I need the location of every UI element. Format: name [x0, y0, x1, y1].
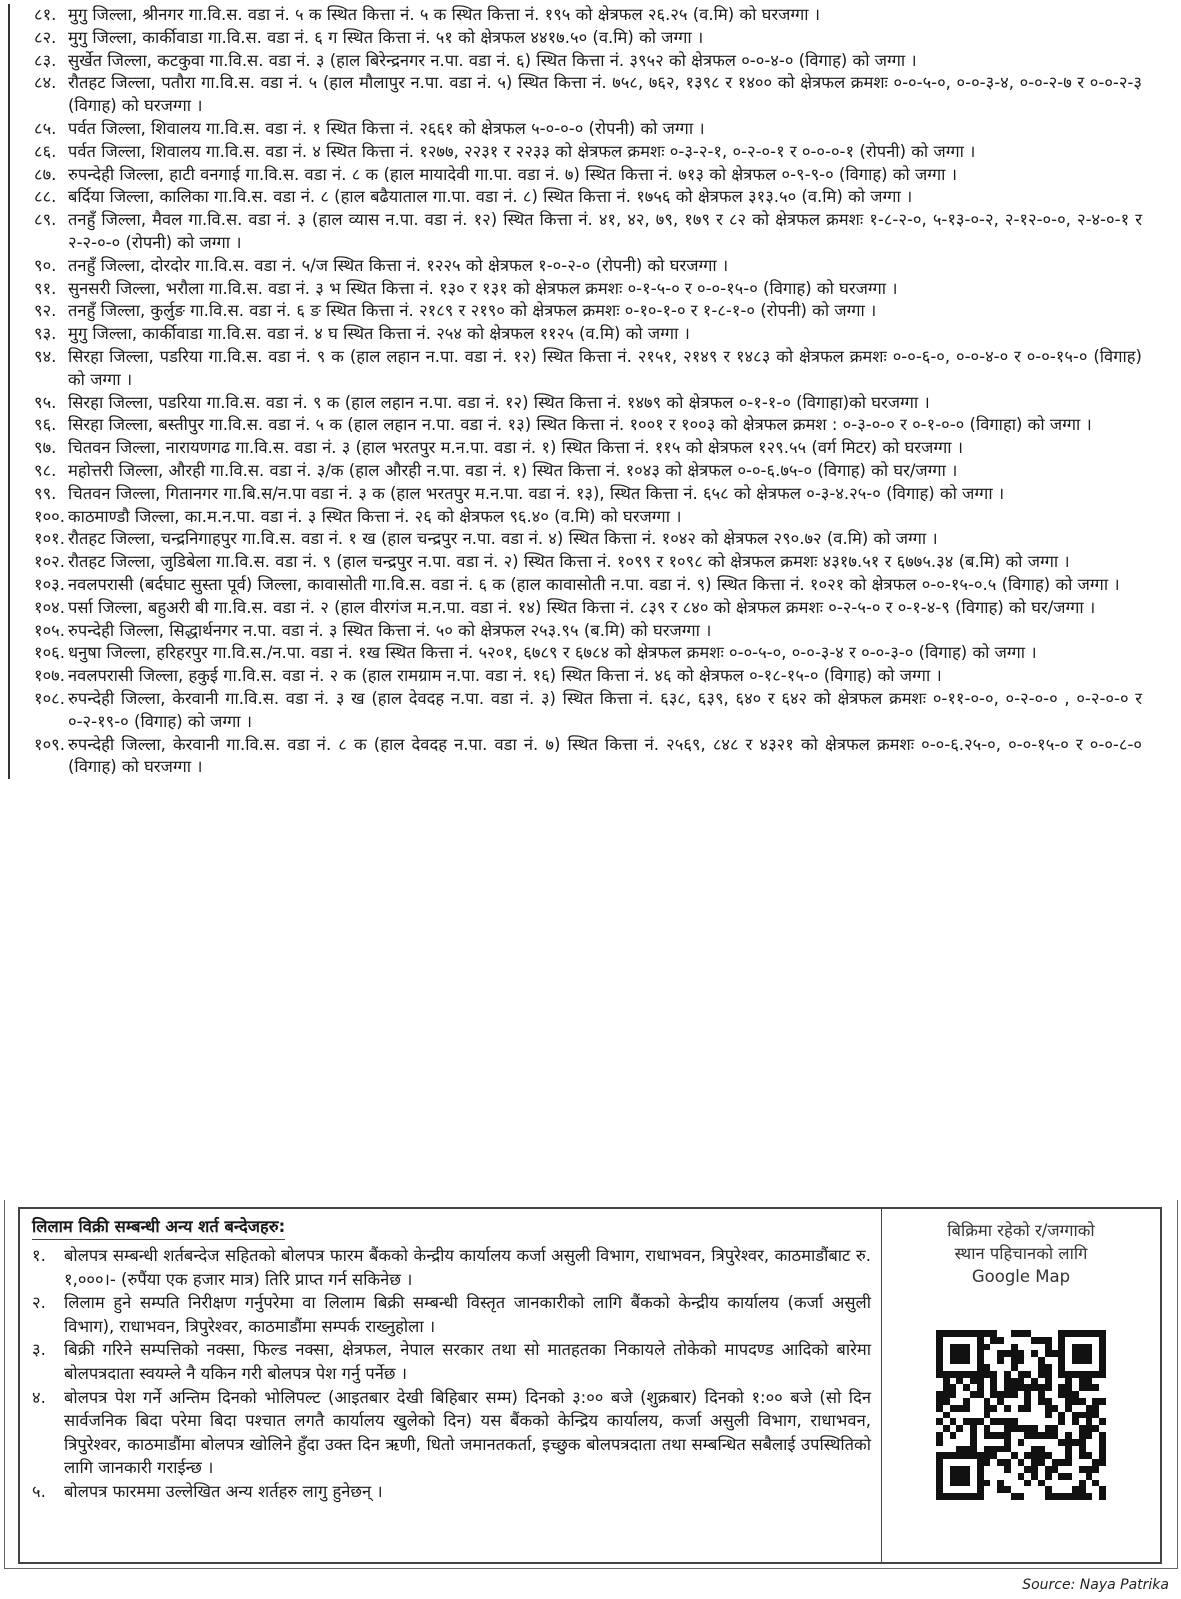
item-text: बोलपत्र पेश गर्ने अन्तिम दिनको भोलिपल्ट (आइतबार देखी बिहिबार सम्म) दिनको ३:०० बजे (शुक्रबार) दिनको १:०० बजे (सो दिन सार्वजनिक बिदा परेमा बिदा पश्चात लगतै कार्यालय खुलेको दिन) यस बैंकको केन्द्रिय कार्यालय, कर्जा असुली विभाग, राधाभवन, त्रिपुरेश्वर, काठमाडौंमा बोलपत्र खोलिने हुँदा उक्त दिन ऋणी, धितो जमानतकर्ता, इच्छुक बोलपत्रदाता तथा सम्बन्धित सबैलाई उपस्थितिको लागि जानकारी गराईन्छ । — [64, 1387, 871, 1478]
item-text: चितवन जिल्ला, नारायणगढ गा.वि.स. वडा नं. ३ (हाल भरतपुर म.न.पा. वडा नं. १) स्थित कित्ता नं. ११५ को क्षेत्रफल १२९.५५ (वर्ग मिटर) को घरजग्गा । — [68, 438, 964, 458]
terms-heading: लिलाम विक्री सम्बन्धी अन्य शर्त बन्देजहरु: — [32, 1215, 285, 1240]
item-text: लिलाम हुने सम्पति निरीक्षण गर्नुपरेमा वा लिलाम बिक्री सम्बन्धी विस्तृत जानकारीको लागि बैंकको केन्द्रीय कार्यालय (कर्जा असुली विभाग), राधाभवन, त्रिपुरेश्वर, काठमाडौंमा सम्पर्क राख्नुहोला । — [64, 1293, 871, 1336]
item-text: धनुषा जिल्ला, हरिहरपुर गा.वि.स./न.पा. वडा नं. १ख स्थित कित्ता नं. ५२०१, ६७८९ र ६७८४ को क्षेत्रफल क्रमशः ०-०-५-०, ०-०-३-४ र ०-०-३-० (विगाह) को जग्गा । — [68, 643, 1037, 663]
item-number: १०८. — [34, 688, 65, 708]
term-item — [32, 1386, 871, 1480]
item-text: रौतहट जिल्ला, जुडिबेला गा.वि.स. वडा नं. ९ (हाल चन्द्रपुर न.पा. वडा नं. २) स्थित कित्ता नं. १०९९ र १०९८ को क्षेत्रफल क्रमशः ४३१७.५१ र ६७७५.३४ (ब.मि) को जग्गा । — [68, 552, 1070, 572]
property-item — [10, 506, 1142, 529]
item-number: ९९. — [34, 483, 57, 503]
item-number: ९०. — [34, 255, 57, 275]
term-item — [32, 1480, 871, 1504]
item-number: ८२. — [34, 27, 57, 47]
item-text: नवलपरासी जिल्ला, हकुई गा.वि.स. वडा नं. २ क (हाल रामग्राम न.पा. वडा नं. १६) स्थित कित्ता नं. ४६ को क्षेत्रफल ०-१८-१५-० (विगाह) को जग्गा । — [68, 666, 942, 686]
property-item — [10, 460, 1142, 483]
map-section — [882, 1209, 1160, 1562]
item-text: मुगु जिल्ला, श्रीनगर गा.वि.स. वडा नं. ५ क स्थित कित्ता नं. ५ क स्थित कित्ता नं. १९५ को क्षेत्रफल २६.२५ (व.मि) को घरजग्गा । — [68, 5, 821, 24]
item-number: ९६. — [34, 415, 57, 435]
item-number: ८७. — [34, 164, 57, 184]
item-number: ८४. — [34, 73, 57, 93]
property-item — [10, 574, 1142, 597]
property-item — [10, 392, 1142, 415]
item-text: काठमाण्डौ जिल्ला, का.म.न.पा. वडा नं. ३ स्थित कित्ता नं. २६ को क्षेत्रफल ९६.४० (व.मि) को घरजग्गा । — [68, 506, 682, 526]
item-number: ९४. — [34, 346, 57, 366]
item-number: ९८. — [34, 460, 57, 480]
qr-code-icon[interactable] — [936, 1330, 1106, 1500]
term-item — [32, 1291, 871, 1338]
item-text: बर्दिया जिल्ला, कालिका गा.वि.स. वडा नं. ८ (हाल बढैयाताल गा.पा. वडा नं. ८) स्थित कित्ता नं. १७५६ को क्षेत्रफल ३१३.५० (व.मि) को जग्गा । — [68, 187, 913, 207]
item-text: सिरहा जिल्ला, बस्तीपुर गा.वि.स. वडा नं. ५ क (हाल लहान न.पा. वडा नं. १३) स्थित कित्ता नं. १००१ र १००३ को क्षेत्रफल क्रमश : ०-३-०-० र ०-१-०-० (विगाहा) को जग्गा । — [68, 415, 1092, 435]
map-caption-line2: स्थान पहिचानको लागि — [954, 1244, 1088, 1263]
item-text: तनहुँ जिल्ला, दोरदोर गा.वि.स. वडा नं. ५/ज स्थित कित्ता नं. १२२५ को क्षेत्रफल १-०-२-० (रोपनी) को घरजग्गा । — [68, 255, 729, 275]
item-number: १०५. — [34, 620, 65, 640]
item-number: १०९. — [34, 734, 65, 754]
item-text: नवलपरासी (बर्दघाट सुस्ता पूर्व) जिल्ला, कावासोती गा.वि.स. वडा नं. ६ क (हाल कावासोती न.पा. वडा नं. ९) स्थित कित्ता नं. १०२१ को क्षेत्रफल ०-०-१५-०.५ (विगाह) को जग्गा । — [68, 574, 1120, 594]
item-text: चितवन जिल्ला, गितानगर गा.बि.स/न.पा वडा नं. ३ क (हाल भरतपुर म.न.पा. वडा नं. १३), स्थित कित्ता नं. ६५८ को क्षेत्रफल ०-३-४.२५-० (विगाह) को जग्गा । — [68, 483, 1005, 503]
item-number: १०३. — [34, 574, 65, 594]
property-list — [8, 4, 1142, 779]
item-text: मुगु जिल्ला, कार्कीवाडा गा.वि.स. वडा नं. ६ ग स्थित कित्ता नं. ५१ को क्षेत्रफल ४४१७.५० (व.मि) को जग्गा । — [68, 27, 704, 47]
property-item — [10, 688, 1142, 734]
item-number: ९७. — [34, 438, 57, 458]
property-item — [10, 414, 1142, 437]
item-text: सिरहा जिल्ला, पडरिया गा.वि.स. वडा नं. ९ क (हाल लहान न.पा. वडा नं. १२) स्थित कित्ता नं. २१५१, २१४९ र १४८३ को क्षेत्रफल क्रमशः ०-०-६-०, ०-०-४-० र ०-०-१५-० (विगाह) को जग्गा । — [68, 346, 1142, 389]
item-number: १०१. — [34, 529, 65, 549]
property-item — [10, 141, 1142, 164]
item-number: ४. — [32, 1387, 46, 1407]
item-number: ९१. — [34, 278, 57, 298]
term-item — [32, 1244, 871, 1291]
item-number: १०७. — [34, 666, 65, 686]
source-credit: Source: Naya Patrika — [1022, 1577, 1169, 1593]
property-item — [10, 734, 1142, 780]
item-text: बिक्री गरिने सम्पत्तिको नक्सा, फिल्ड नक्सा, क्षेत्रफल, नेपाल सरकार तथा सो मातहतका निकायले तोकेको मापदण्ड आदिको बारेमा बोलपत्रदाता स्वयम्ले नै यकिन गरी बोलपत्र पेश गर्नु पर्नेछ । — [64, 1340, 871, 1383]
item-text: मुगु जिल्ला, कार्कीवाडा गा.वि.स. वडा नं. ४ घ स्थित कित्ता नं. २५४ को क्षेत्रफल ११२५ (व.मि) को जग्गा । — [68, 324, 690, 344]
item-number: १०२. — [34, 552, 65, 572]
item-text: तनहुँ जिल्ला, कुर्लुङ गा.वि.स. वडा नं. ६ ङ स्थित कित्ता नं. २१८९ र २१९० को क्षेत्रफल क्रमशः ०-१०-१-० र १-८-१-० (रोपनी) को जग्गा । — [68, 301, 877, 321]
item-text: पर्वत जिल्ला, शिवालय गा.वि.स. वडा नं. ४ स्थित कित्ता नं. १२७७, २२३१ र २२३३ को क्षेत्रफल क्रमशः ०-३-२-१, ०-२-०-१ र ०-०-०-१ (रोपनी) को जग्गा । — [68, 141, 976, 161]
property-item — [10, 164, 1142, 187]
item-text: तनहुँ जिल्ला, मैवल गा.वि.स. वडा नं. ३ (हाल व्यास न.पा. वडा नं. १२) स्थित कित्ता नं. ४१, ४२, ७९, १७९ र ८२ को क्षेत्रफल क्रमशः १-८-२-०, ५-१३-०-२, २-१२-०-०, २-४-०-१ र २-२-०-० (रोपनी) को जग्गा । — [68, 210, 1142, 252]
property-item — [10, 323, 1142, 346]
item-text: बोलपत्र सम्बन्धी शर्तबन्देज सहितको बोलपत्र फारम बैंकको केन्द्रीय कार्यालय कर्जा असुली विभाग, राधाभवन, त्रिपुरेश्वर, काठमाडौंबाट रु. १,०००।- (रुपैंया एक हजार मात्र) तिरि प्राप्त गर्न सकिनेछ । — [64, 1246, 871, 1289]
item-text: रौतहट जिल्ला, पतौरा गा.वि.स. वडा नं. ५ (हाल मौलापुर न.पा. वडा नं. ५) स्थित कित्ता नं. ७५८, ७६२, १३९८ र १४०० को क्षेत्रफल क्रमशः ०-०-५-०, ०-०-३-४, ०-०-२-७ र ०-०-२-३ (विगाह) को घरजग्गा । — [68, 73, 1142, 116]
item-number: १०४. — [34, 597, 65, 617]
property-item — [10, 346, 1142, 392]
item-number: ५. — [32, 1481, 46, 1501]
terms-section — [20, 1209, 882, 1562]
property-item — [10, 437, 1142, 460]
property-item — [10, 27, 1142, 50]
item-number: १०६. — [34, 643, 65, 663]
property-item — [10, 483, 1142, 506]
item-number: ९३. — [34, 324, 57, 344]
property-item — [10, 4, 1142, 27]
property-item — [10, 528, 1142, 551]
item-text: रुपन्देही जिल्ला, हाटी वनगाई गा.वि.स. वडा नं. ८ क (हाल मायादेवी गा.पा. वडा नं. ७) स्थित कित्ता नं. ७१३ को क्षेत्रफल ०-९-९-० (विगाह) को जग्गा । — [68, 164, 957, 184]
item-number: ९२. — [34, 301, 57, 321]
item-text: पर्वत जिल्ला, शिवालय गा.वि.स. वडा नं. १ स्थित कित्ता नं. २६६१ को क्षेत्रफल ५-०-०-० (रोपनी) को जग्गा । — [68, 118, 705, 138]
property-item — [10, 50, 1142, 73]
item-number: ८६. — [34, 141, 57, 161]
item-number: ८१. — [34, 5, 57, 24]
item-number: १००. — [34, 506, 65, 526]
property-item — [10, 186, 1142, 209]
property-item — [10, 255, 1142, 278]
item-text: सुनसरी जिल्ला, भरौला गा.वि.स. वडा नं. ३ भ स्थित कित्ता नं. १३० र १३१ को क्षेत्रफल क्रमशः ०-१-५-० र ०-०-१५-० (विगाह) को घरजग्गा । — [68, 278, 898, 298]
property-item — [10, 72, 1142, 118]
item-number: ८९. — [34, 210, 57, 230]
property-item — [10, 278, 1142, 301]
item-number: ८५. — [34, 118, 57, 138]
property-item — [10, 209, 1142, 255]
property-item — [10, 597, 1142, 620]
property-item — [10, 300, 1142, 323]
item-number: २. — [32, 1293, 46, 1313]
item-text: बोलपत्र फारममा उल्लेखित अन्य शर्तहरु लागु हुनेछन् । — [64, 1481, 383, 1501]
item-text: महोत्तरी जिल्ला, औरही गा.वि.स. वडा नं. ३/क (हाल औरही न.पा. वडा नं. १) स्थित कित्ता नं. १०४३ को क्षेत्रफल ०-०-६.७५-० (विगाह) को घर/जग्गा । — [68, 460, 958, 480]
item-text: रौतहट जिल्ला, चन्द्रनिगाहपुर गा.वि.स. वडा नं. १ ख (हाल चन्द्रपुर न.पा. वडा नं. ४) स्थित कित्ता नं. १०४२ को क्षेत्रफल २९०.७२ (व.मि) को जग्गा । — [68, 529, 938, 549]
terms-list — [32, 1244, 871, 1504]
item-number: ३. — [32, 1340, 46, 1360]
property-item — [10, 551, 1142, 574]
item-number: ८८. — [34, 187, 57, 207]
property-item — [10, 620, 1142, 643]
item-number: ८३. — [34, 50, 57, 70]
terms-box — [18, 1207, 1162, 1564]
property-item — [10, 642, 1142, 665]
item-text: सुर्खेत जिल्ला, कटकुवा गा.वि.स. वडा नं. ३ (हाल बिरेन्द्रनगर न.पा. वडा नं. ६) स्थित कित्ता नं. ३९५२ को क्षेत्रफल ०-०-४-० (विगाह) को जग्गा । — [68, 50, 917, 70]
item-number: ९५. — [34, 392, 57, 412]
map-caption-line3: Google Map — [971, 1267, 1071, 1286]
property-item — [10, 118, 1142, 141]
map-caption-line1: बिक्रिमा रहेको र/जग्गाको — [947, 1221, 1095, 1240]
property-item — [10, 665, 1142, 688]
item-text: रुपन्देही जिल्ला, केरवानी गा.वि.स. वडा नं. ३ ख (हाल देवदह न.पा. वडा नं. ३) स्थित कित्ता नं. ६३८, ६३९, ६४० र ६४२ को क्षेत्रफल क्रमशः ०-११-०-०, ०-२-०-० , ०-२-०-० र ०-२-१९-० (विगाह) को जग्गा । — [68, 688, 1142, 731]
item-text: सिरहा जिल्ला, पडरिया गा.वि.स. वडा नं. ९ क (हाल लहान न.पा. वडा नं. १२) स्थित कित्ता नं. १४७९ को क्षेत्रफल ०-१-१-० (विगाहा)को घरजग्गा । — [68, 392, 930, 412]
item-text: रुपन्देही जिल्ला, केरवानी गा.वि.स. वडा नं. ८ क (हाल देवदह न.पा. वडा नं. ७) स्थित कित्ता नं. २५६९, ८४८ र ४३२१ को क्षेत्रफल क्रमशः ०-०-६.२५-०, ०-०-१५-० र ०-०-८-० (विगाह) को घरजग्गा । — [68, 734, 1142, 777]
item-text: पर्सा जिल्ला, बहुअरी बी गा.वि.स. वडा नं. २ (हाल वीरगंज म.न.पा. वडा नं. १४) स्थित कित्ता नं. ८३९ र ८४० को क्षेत्रफल क्रमशः ०-२-५-० र ०-१-४-९ (विगाह) को घर/जग्गा । — [68, 597, 1096, 617]
item-text: रुपन्देही जिल्ला, सिद्धार्थनगर न.पा. वडा नं. ३ स्थित कित्ता नं. ५० को क्षेत्रफल २५३.९५ (ब.मि) को घरजग्गा । — [68, 620, 712, 640]
item-number: १. — [32, 1246, 46, 1265]
term-item — [32, 1338, 871, 1385]
